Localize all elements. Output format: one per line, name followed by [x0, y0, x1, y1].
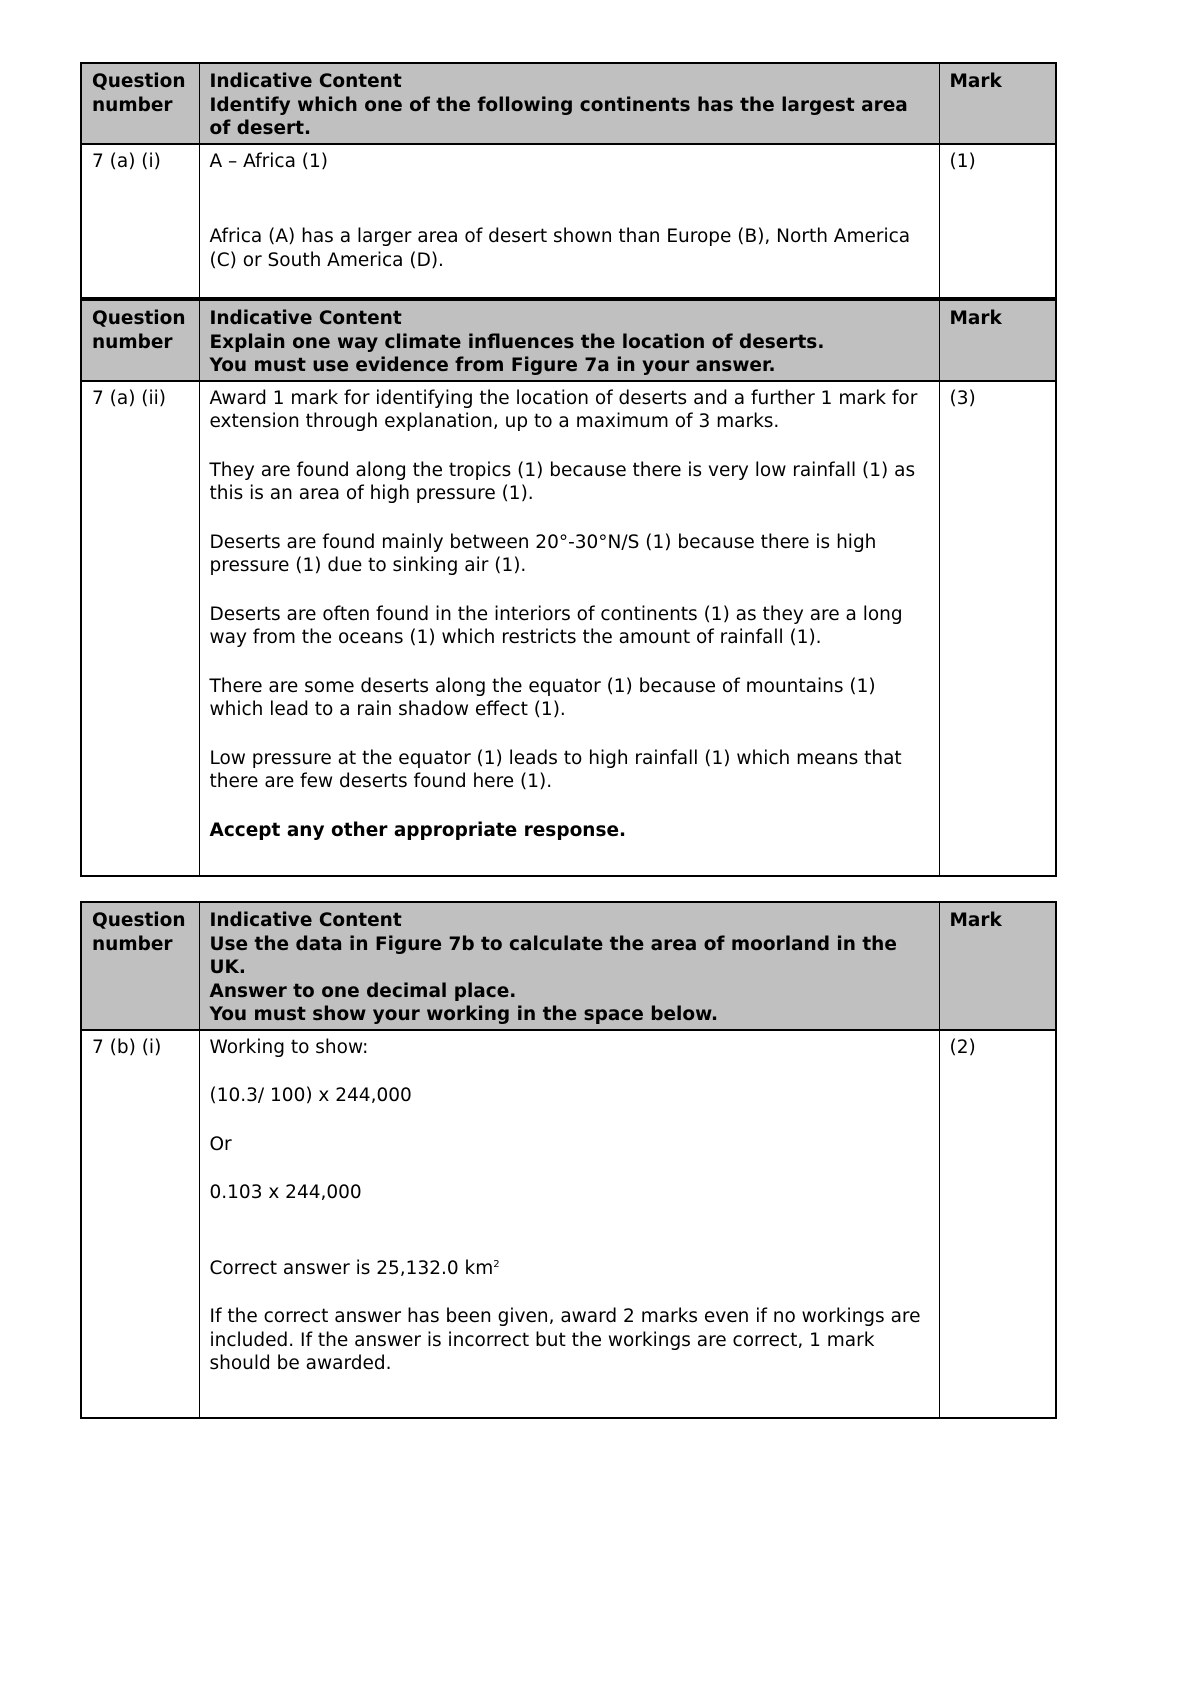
header-indicative-content — [199, 63, 939, 144]
squared-superscript: 2 — [493, 1258, 500, 1270]
answer-line: A – Africa (1) — [209, 150, 329, 172]
answer-explanation: Africa (A) has a larger area of desert shown than Europe (B), North America (C) or South America (D). — [209, 226, 911, 271]
header-content-prompt: You must show your working in the space below. — [209, 1004, 719, 1025]
header-mark: Mark — [939, 63, 1056, 144]
answer-point: Deserts are found mainly between 20°-30°N/S (1) because there is high pressure (1) due to sinking air (1). — [209, 531, 877, 576]
header-mark: Mark — [939, 902, 1056, 1030]
header-question-number: Question number — [81, 902, 199, 1030]
answer-point: There are some deserts along the equator (1) because of mountains (1) which lead to a rain shadow effect (1). — [209, 675, 876, 720]
header-question-number: Question number — [81, 63, 199, 144]
header-content-prompt: You must use evidence from Figure 7a in your answer. — [209, 355, 776, 376]
mark-scheme-table-7b-i — [80, 901, 1057, 1419]
table-header-row — [81, 63, 1056, 144]
answer-point: They are found along the tropics (1) because there is very low rainfall (1) as this is an area of high pressure (1). — [209, 459, 916, 504]
header-content-title: Indicative Content — [209, 71, 402, 92]
marking-guidance: If the correct answer has been given, award 2 marks even if no workings are included. If the answer is incorrect but the workings are correct, 1 mark should be awarded. — [209, 1306, 921, 1374]
table-header-row — [81, 300, 1056, 381]
table-header-row — [81, 902, 1056, 1030]
header-content-prompt: Answer to one decimal place. — [209, 980, 517, 1002]
mark-scheme-table-7a-ii — [80, 299, 1057, 877]
question-number: 7 (b) (i) — [81, 1030, 199, 1418]
mark-value: (3) — [939, 381, 1056, 876]
correct-answer — [210, 1257, 929, 1281]
header-content-prompt: Explain one way climate influences the location of deserts. — [209, 331, 825, 353]
or-label: Or — [209, 1133, 232, 1155]
header-content-title: Indicative Content — [209, 308, 402, 329]
indicative-content — [199, 144, 939, 299]
header-content-prompt: Identify which one of the following continents has the largest area of desert. — [209, 94, 908, 139]
working-step: 0.103 x 244,000 — [209, 1182, 362, 1203]
answer-point: Low pressure at the equator (1) leads to high rainfall (1) which means that there are few deserts found here (1). — [209, 747, 902, 792]
working-label: Working to show: — [209, 1036, 369, 1058]
accept-other-note: Accept any other appropriate response. — [209, 819, 627, 841]
answer-point: Deserts are often found in the interiors of continents (1) as they are a long way from the oceans (1) which restricts the amount of rainfall (1). — [209, 603, 903, 648]
working-step: (10.3/ 100) x 244,000 — [209, 1085, 412, 1106]
indicative-content — [199, 381, 939, 876]
question-number: 7 (a) (ii) — [81, 381, 199, 876]
header-content-prompt: Use the data in Figure 7b to calculate the area of moorland in the UK. — [209, 933, 897, 978]
header-indicative-content — [199, 902, 939, 1030]
header-question-number: Question number — [81, 300, 199, 381]
question-number: 7 (a) (i) — [81, 144, 199, 299]
marking-guidance: Award 1 mark for identifying the location of deserts and a further 1 mark for extension through explanation, up to a maximum of 3 marks. — [209, 387, 918, 432]
header-indicative-content — [199, 300, 939, 381]
header-mark: Mark — [939, 300, 1056, 381]
header-content-title: Indicative Content — [209, 910, 402, 931]
mark-scheme-table-7a-i — [80, 62, 1057, 299]
mark-value: (1) — [939, 144, 1056, 299]
mark-value: (2) — [939, 1030, 1056, 1418]
table-row — [81, 1030, 1056, 1418]
table-row — [81, 381, 1056, 876]
table-row — [81, 144, 1056, 299]
correct-answer-text: Correct answer is 25,132.0 km — [209, 1257, 494, 1279]
indicative-content — [199, 1030, 939, 1418]
